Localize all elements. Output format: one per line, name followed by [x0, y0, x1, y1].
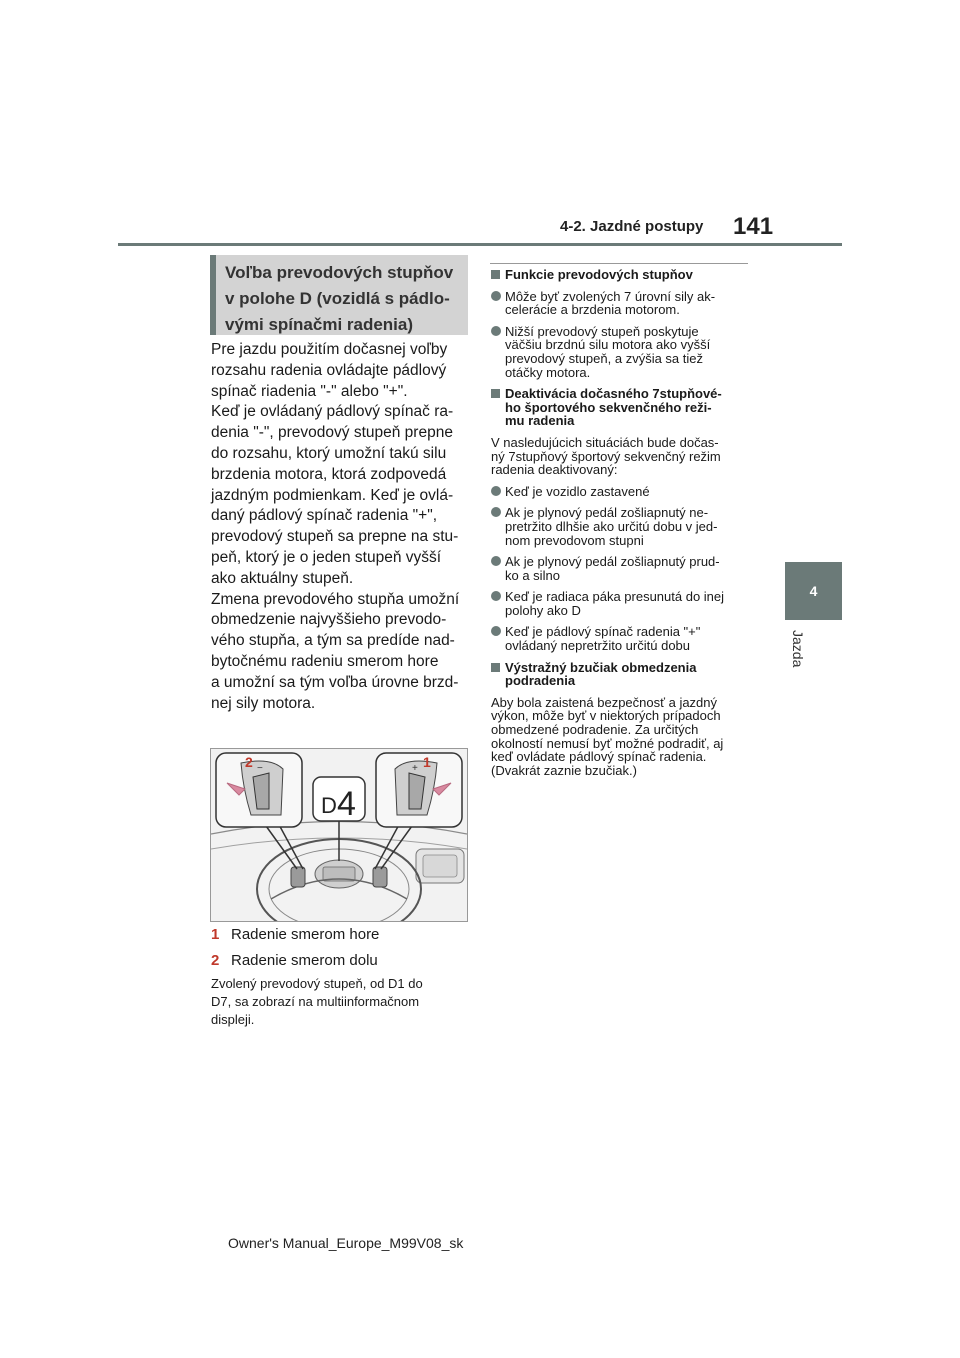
body-line: daný pádlový spínač radenia "+", [211, 507, 437, 525]
note-line: displeji. [211, 1012, 255, 1027]
bullet-item: Keď je radiaca páka presunutá do inej polohy ako D [491, 590, 753, 617]
body-line: bytočnému radeniu smerom hore [211, 652, 439, 670]
circle-bullet-icon [491, 591, 501, 601]
body-line: rozsahu radenia ovládajte pádlový [211, 361, 447, 379]
header-section-title: 4-2. Jazdné postupy [560, 218, 704, 235]
legend-number: 2 [211, 952, 220, 969]
note-text [211, 975, 469, 1029]
body-line: prevodový stupeň sa prepne na stu- [211, 528, 459, 546]
paragraph: Aby bola zaistená bezpečnosť a jazdný výkon, môže byť v niektorých prípadoch obmedzené podradenie. Za určitých okolností nemusí byť možné podradiť, aj keď ovládate pádlový spínač radenia. (Dvakrát zaznie bzučiak.) [491, 694, 724, 778]
body-line: do rozsahu, ktorý umožní takú silu [211, 444, 447, 462]
gear-letter: D [321, 793, 337, 818]
body-line: jazdným podmienkam. Keď je ovlá- [211, 486, 454, 504]
body-line: vého stupňa, a tým sa predíde nad- [211, 632, 455, 650]
body-line: obmedzenie najvyššieho prevodo- [211, 611, 447, 629]
circle-bullet-icon [491, 556, 501, 566]
section-title-line: vými spínačmi radenia) [225, 315, 414, 334]
callout-2: 2 [245, 754, 253, 770]
paragraph: V nasledujúcich situáciách bude dočas- ný 7stupňový športový sekvenčný režim radenia deaktivovaný: [491, 434, 721, 478]
body-line: brzdenia motora, ktorá zodpovedá [211, 465, 447, 483]
page-number: 141 [733, 213, 774, 240]
right-column-divider [490, 263, 748, 264]
circle-bullet-icon [491, 626, 501, 636]
legend-text: Radenie smerom hore [231, 926, 380, 943]
bullet-item: Môže byť zvolených 7 úrovní sily ak- celerácie a brzdenia motorom. [491, 290, 753, 317]
main-body-text [211, 340, 469, 714]
circle-bullet-icon [491, 507, 501, 517]
bullet-item: Keď je pádlový spínač radenia "+" ovládaný nepretržito určitú dobu [491, 625, 753, 652]
chapter-label: Jazda [790, 630, 806, 668]
legend-item [211, 926, 379, 943]
body-line: Pre jazdu použitím dočasnej voľby [211, 341, 448, 358]
note-line: D7, sa zobrazí na multiinformačnom [211, 994, 420, 1009]
note-line: Zvolený prevodový stupeň, od D1 do [211, 976, 423, 991]
body-line: Zmena prevodového stupňa umožní [211, 590, 460, 608]
bullet-item: Nižší prevodový stupeň poskytuje väčšiu brzdnú silu motora ako vyšší prevodový stupeň, a zvýšia sa tiež otáčky motora. [491, 325, 753, 379]
body-line: a umožní sa tým voľba úrovne brzd- [211, 673, 459, 691]
minus-sign: − [257, 763, 263, 774]
body-line: Keď je ovládaný pádlový spínač ra- [211, 403, 454, 421]
subheading-deactivation: Deaktivácia dočasného 7stupňové- ho športového sekvenčného reži- mu radenia [491, 387, 753, 428]
section-title-box [210, 255, 468, 335]
section-title-line: Voľba prevodových stupňov [225, 263, 454, 282]
header-divider [118, 243, 842, 246]
bullet-item: Keď je vozidlo zastavené [491, 485, 753, 499]
footer-manual-id: Owner's Manual_Europe_M99V08_sk [228, 1235, 464, 1251]
circle-bullet-icon [491, 486, 501, 496]
body-line: denia "-", prevodový stupeň prepne [211, 424, 453, 442]
legend-text: Radenie smerom dolu [231, 952, 378, 969]
legend-item [211, 952, 378, 969]
bullet-item: Ak je plynový pedál zošliapnutý prud- ko a silno [491, 555, 753, 582]
bullet-item: Ak je plynový pedál zošliapnutý ne- pretržito dlhšie ako určitú dobu v jed- nom prevodovom stupni [491, 506, 753, 547]
steering-wheel-drawing [211, 749, 467, 921]
square-bullet-icon [491, 270, 500, 279]
square-bullet-icon [491, 663, 500, 672]
circle-bullet-icon [491, 326, 501, 336]
right-column [491, 268, 753, 785]
plus-sign: + [412, 763, 418, 774]
square-bullet-icon [491, 389, 500, 398]
body-line: peň, ktorý je o jeden stupeň vyšší [211, 548, 442, 566]
body-line: ako aktuálny stupeň. [211, 569, 354, 587]
circle-bullet-icon [491, 291, 501, 301]
body-line: spínač riadenia "-" alebo "+". [211, 382, 408, 400]
subheading-functions: Funkcie prevodových stupňov [491, 268, 753, 282]
section-title-line: v polohe D (vozidlá s pádlo- [225, 289, 450, 308]
gear-number: 4 [337, 785, 356, 823]
legend-number: 1 [211, 926, 220, 943]
chapter-tab: 4 [785, 562, 842, 620]
callout-1: 1 [423, 754, 431, 770]
subheading-warning-buzzer: Výstražný bzučiak obmedzenia podradenia [491, 661, 753, 688]
body-line: nej sily motora. [211, 694, 316, 712]
paddle-shifter-illustration [210, 748, 468, 922]
